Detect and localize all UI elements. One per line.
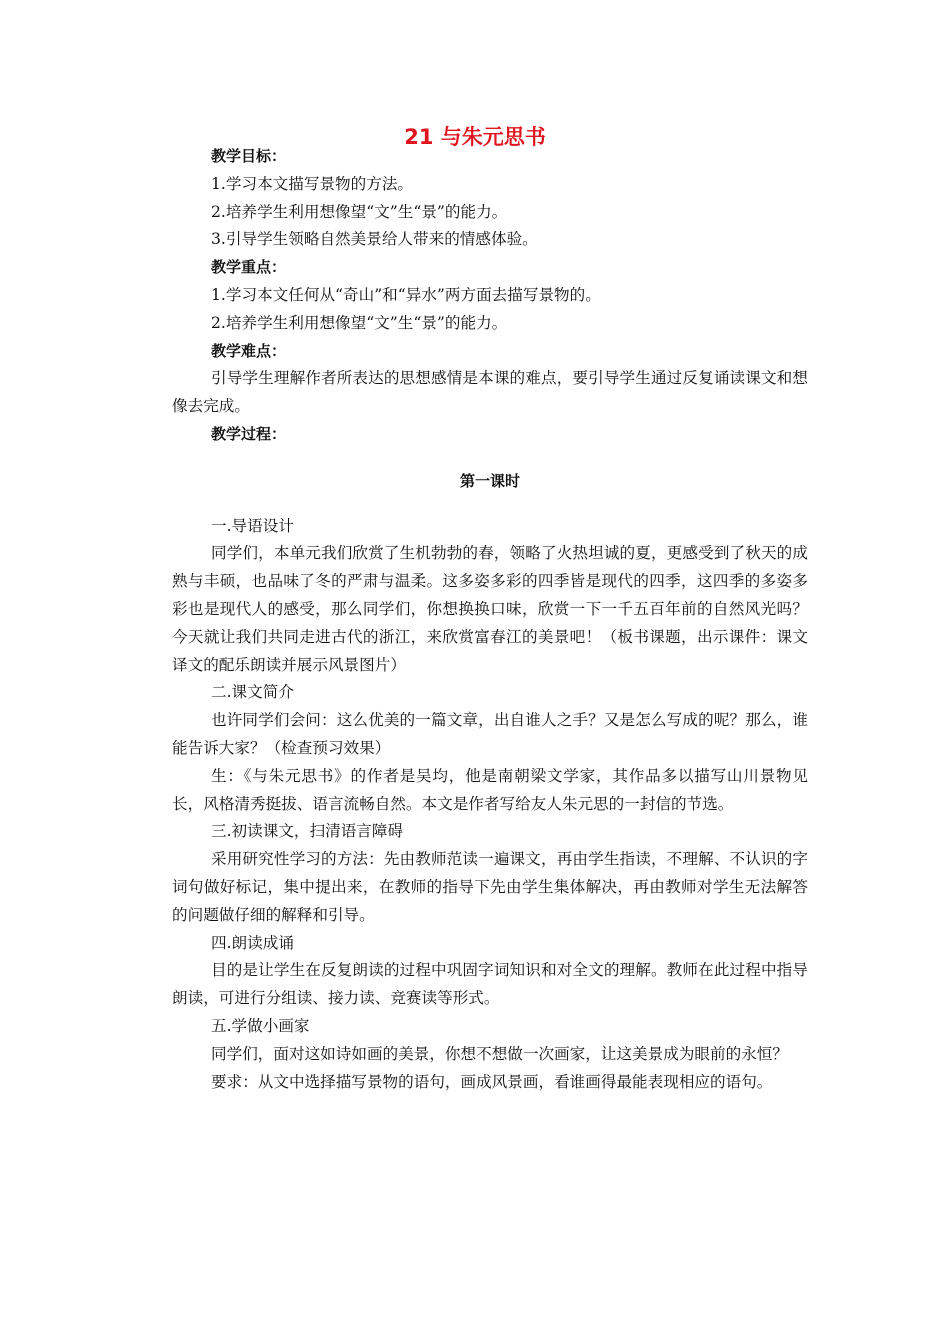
key-point-item: 1.学习本文任何从“奇山”和“异水”两方面去描写景物的。 [211, 285, 601, 304]
document-body [172, 143, 808, 1096]
section-heading-painter: 五.学做小画家 [211, 1016, 310, 1035]
section-paragraph: 采用研究性学习的方法：先由教师范读一遍课文，再由学生指读，不理解、不认识的字词句做好标记，集中提出来，在教师的指导下先由学生集体解决，再由教师对学生无法解答的问题做仔细的解释和引导。 [172, 850, 808, 924]
process-heading: 教学过程： [211, 424, 287, 443]
difficulties-text: 引导学生理解作者所表达的思想感情是本课的难点，要引导学生通过反复诵读课文和想像去完成。 [172, 369, 808, 416]
key-point-item: 2.培养学生利用想像望“文”生“景”的能力。 [211, 313, 508, 332]
objective-item: 3.引导学生领略自然美景给人带来的情感体验。 [211, 230, 538, 249]
section-heading-intro: 一.导语设计 [211, 516, 294, 535]
section-heading-overview: 二.课文简介 [211, 683, 294, 702]
section-paragraph: 同学们，本单元我们欣赏了生机勃勃的春，领略了火热坦诚的夏，更感受到了秋天的成熟与丰硕，也品味了冬的严肃与温柔。这多姿多彩的四季皆是现代的四季，这四季的多姿多彩也是现代人的感受，那么同学们，你想换换口味，欣赏一下一千五百年前的自然风光吗？今天就让我们共同走进古代的浙江，来欣赏富春江的美景吧！（板书课题，出示课件：课文译文的配乐朗读并展示风景图片） [172, 544, 808, 674]
section-paragraph: 也许同学们会问：这么优美的一篇文章，出自谁人之手？又是怎么写成的呢？那么，谁能告诉大家？（检查预习效果） [172, 711, 808, 757]
lesson-title: 第一课时 [459, 471, 520, 490]
section-paragraph: 要求：从文中选择描写景物的语句，画成风景画，看谁画得最能表现相应的语句。 [211, 1072, 773, 1091]
difficulties-heading: 教学难点： [211, 341, 287, 360]
section-heading-recitation: 四.朗读成诵 [211, 933, 294, 952]
document-title: 21 与朱元思书 [404, 125, 546, 149]
section-paragraph: 目的是让学生在反复朗读的过程中巩固字词知识和对全文的理解。教师在此过程中指导朗读，可进行分组读、接力读、竞赛读等形式。 [172, 961, 808, 1008]
section-paragraph: 生：《与朱元思书》的作者是吴均，他是南朝梁文学家，其作品多以描写山川景物见长，风格清秀挺拔、语言流畅自然。本文是作者写给友人朱元思的一封信的节选。 [172, 766, 808, 813]
objective-item: 1.学习本文描写景物的方法。 [211, 174, 414, 193]
objectives-heading: 教学目标： [211, 147, 287, 165]
objective-item: 2.培养学生利用想像望“文”生“景”的能力。 [211, 202, 508, 221]
key-points-heading: 教学重点： [211, 258, 287, 277]
section-paragraph: 同学们，面对这如诗如画的美景，你想不想做一次画家，让这美景成为眼前的永恒？ [211, 1044, 788, 1063]
section-heading-first-reading: 三.初读课文，扫清语言障碍 [211, 822, 404, 841]
